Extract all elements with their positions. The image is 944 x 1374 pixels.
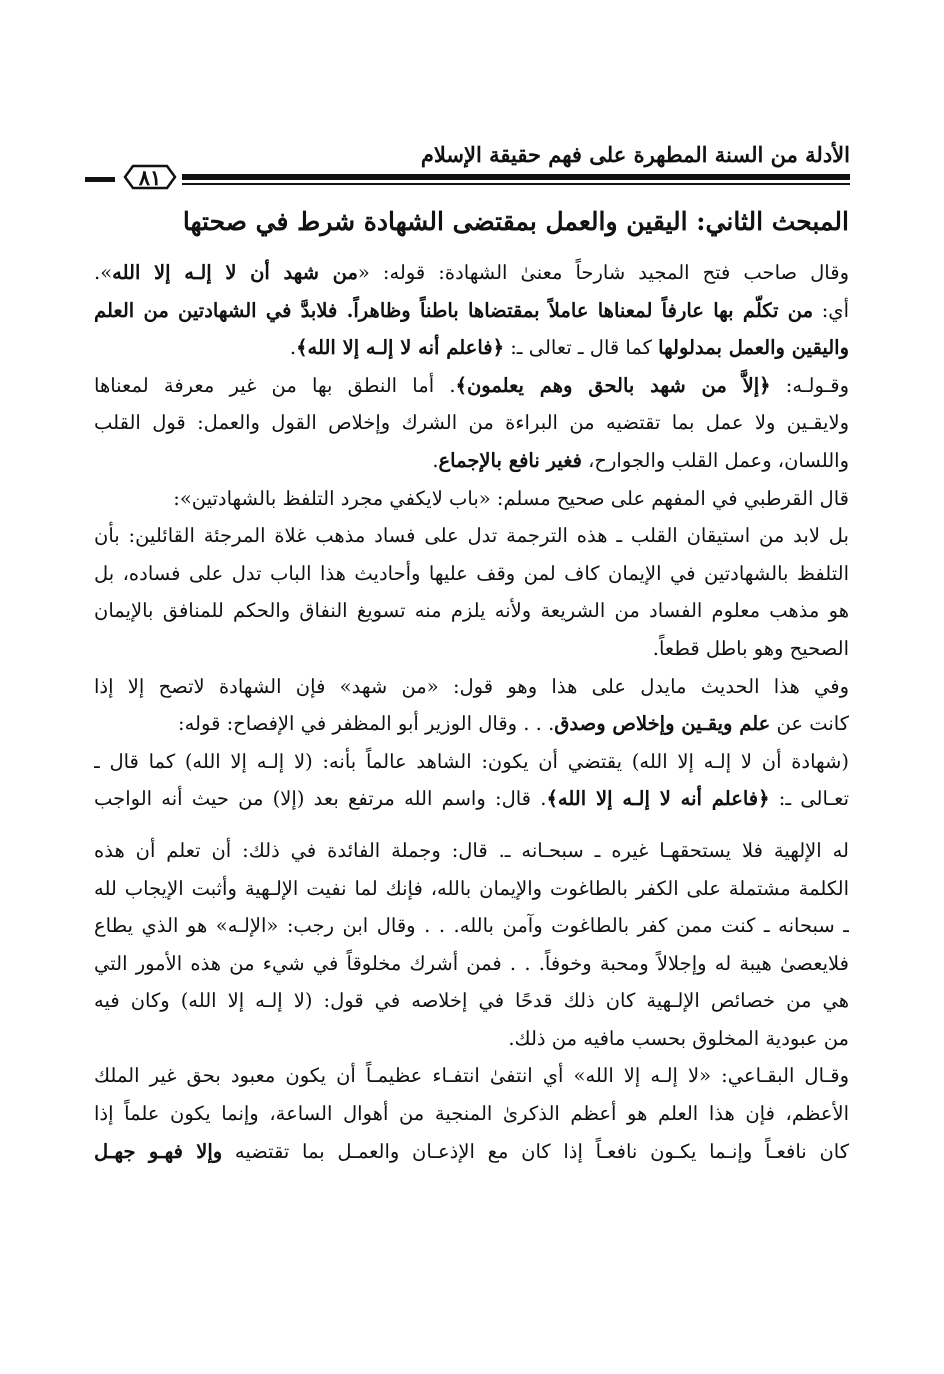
text-line <box>94 1057 849 1095</box>
bold-text-run: واليقين والعمل بمدلولها <box>658 336 849 360</box>
running-title: الأدلة من السنة المطهرة على فهم حقيقة الإسلام <box>420 142 850 167</box>
text-run: . <box>432 448 439 472</box>
text-run: أي: <box>813 298 849 322</box>
text-line <box>94 254 849 292</box>
text-line <box>94 1020 849 1058</box>
text-run: له الإلهية فلا يستحقهـا غيره ـ سبحـانه ـ. قال: وجملة الفائدة في ذلك: أن تعلم أن هذه <box>94 838 849 862</box>
page-number: ٨١ <box>138 164 162 190</box>
text-run: بل لابد من استيقان القلب ـ هذه الترجمة تدل على فساد مذهب غلاة المرجئة القائلين: بأن <box>94 524 849 548</box>
body-text <box>94 254 849 1170</box>
header-rule-thick <box>182 174 850 180</box>
text-run: وقـال البقـاعي: «لا إلـه إلا الله» أي انتفىٰ انتفـاء عظيمـاً أن يكون معبود بحق غير الملك <box>94 1064 849 1088</box>
text-run: . أما النطق بها من غير معرفة لمعناها <box>94 373 456 397</box>
text-run: ولايقـين ولا عمل بما تقتضيه من البراءة من الشرك وإخلاص القول والعمل: قول القلب <box>94 411 849 435</box>
text-line <box>94 555 849 593</box>
text-line <box>94 592 849 630</box>
text-run: من عبودية المخلوق بحسب مافيه من ذلك. <box>508 1026 849 1050</box>
header-rule-thin <box>182 183 850 185</box>
text-run: ». <box>94 261 113 284</box>
text-run: كما قال ـ تعالى ـ: <box>504 336 659 360</box>
text-line <box>94 404 849 442</box>
text-line <box>94 329 849 367</box>
text-run: فلايعصىٰ هيبة له وإجلالاً ومحبة وخوفاً. . . فمن أشرك مخلوقاً في شيء من هذه الأمور التي <box>94 951 849 975</box>
text-line <box>94 1095 849 1133</box>
text-line <box>94 292 849 330</box>
text-run: هي من خصائص الإلـهية كان ذلك قدحًا في إخلاصه في قول: (لا إلـه إلا الله) وكان فيه <box>94 989 849 1013</box>
text-run: تعـالى ـ: <box>769 787 849 811</box>
text-line <box>94 517 849 555</box>
bold-text-run: من تكلّم بها عارفاً لمعناها عاملاً بمقتضاها باطناً وظاهراً. فلابدَّ في الشهادتين من العلم <box>94 298 814 322</box>
bold-text-run: وإلا فهـو جهـل <box>94 1139 223 1163</box>
text-run: الكلمة مشتملة على الكفر بالطاغوت والإيمان بالله، فإنك لما نفيت الإلـهية وأثبت الإيجاب لله <box>94 876 849 900</box>
text-line <box>94 780 849 818</box>
text-run: الأعظم، فإن هذا العلم هو أعظم الذكرىٰ المنجية من أهوال الساعة، وإنما يكون علماً إذا <box>94 1102 849 1126</box>
text-line <box>94 945 849 983</box>
header-rule-left <box>85 177 115 182</box>
text-line <box>94 743 849 781</box>
section-heading: المبحث الثاني: اليقين والعمل بمقتضى الشهادة شرط في صحتها <box>182 207 849 236</box>
text-run: وقـولـه: <box>770 373 849 397</box>
bold-text-run: فغير نافع بالإجماع <box>438 448 582 472</box>
text-run: (شهادة أن لا إلـه إلا الله) يقتضي أن يكون: الشاهد عالماً بأنه: (لا إلـه إلا الله) كما قال ـ <box>94 749 849 773</box>
text-line <box>94 668 849 706</box>
text-run: . <box>289 336 297 360</box>
text-line <box>94 832 849 870</box>
text-run: كان نافعـاً وإنـما يكـون نافعـاً إذا كان مع الإذعـان والعمـل بما تقتضيه <box>222 1139 849 1163</box>
text-line <box>94 705 849 743</box>
text-run: وفي هذا الحديث مايدل على هذا وهو قول: «من شهد» فإن الشهادة لاتصح إلا إذا <box>94 674 849 698</box>
text-line <box>94 480 849 518</box>
bold-text-run: ﴿فاعلم أنه لا إلـه إلا الله﴾ <box>546 787 770 811</box>
text-run: . . . وقال الوزير أبو المظفر في الإفصاح: قوله: <box>178 712 555 736</box>
text-run: . قال: واسم الله مرتفع بعد (إلا) من حيث أنه الواجب <box>94 787 547 811</box>
text-line <box>94 630 849 668</box>
text-line <box>94 982 849 1020</box>
text-run: قال القرطبي في المفهم على صحيح مسلم: «باب لايكفي مجرد التلفظ بالشهادتين»: <box>173 486 849 510</box>
text-run: ـ سبحانه ـ كنت ممن كفر بالطاغوت وآمن بالله. . . وقال ابن رجب: «الإلـه» هو الذي يطاع <box>94 914 849 938</box>
text-line <box>94 870 849 908</box>
bold-text-run: علم ويقـين وإخلاص وصدق <box>554 712 771 736</box>
text-run: الصحيح وهو باطل قطعاً. <box>652 636 849 660</box>
text-line <box>94 442 849 480</box>
text-run: وقال صاحب فتح المجيد شارحاً معنىٰ الشهادة: قوله: « <box>357 261 849 284</box>
text-run: هو مذهب معلوم الفساد من الشريعة ولأنه يلزم منه تسويغ النفاق والحكم للمنافق بالإيمان <box>94 599 849 623</box>
text-run: واللسان، وعمل القلب والجوارح، <box>581 448 849 472</box>
text-run: التلفظ بالشهادتين في الإيمان كاف لمن وقف عليها وأحاديث هذا الباب تدل على فساده، بل <box>94 561 849 585</box>
text-line <box>94 367 849 405</box>
page-header <box>85 136 850 196</box>
bold-text-run: من شهد أن لا إلـه إلا الله <box>112 261 358 284</box>
bold-text-run: ﴿فاعلم أنه لا إلـه إلا الله﴾ <box>296 336 505 360</box>
bold-text-run: ﴿إلاَّ من شهد بالحق وهم يعلمون﴾ <box>455 373 771 397</box>
text-run: كانت عن <box>770 712 849 736</box>
text-line <box>94 907 849 945</box>
text-line <box>94 1133 849 1171</box>
page-number-ornament <box>123 162 177 192</box>
